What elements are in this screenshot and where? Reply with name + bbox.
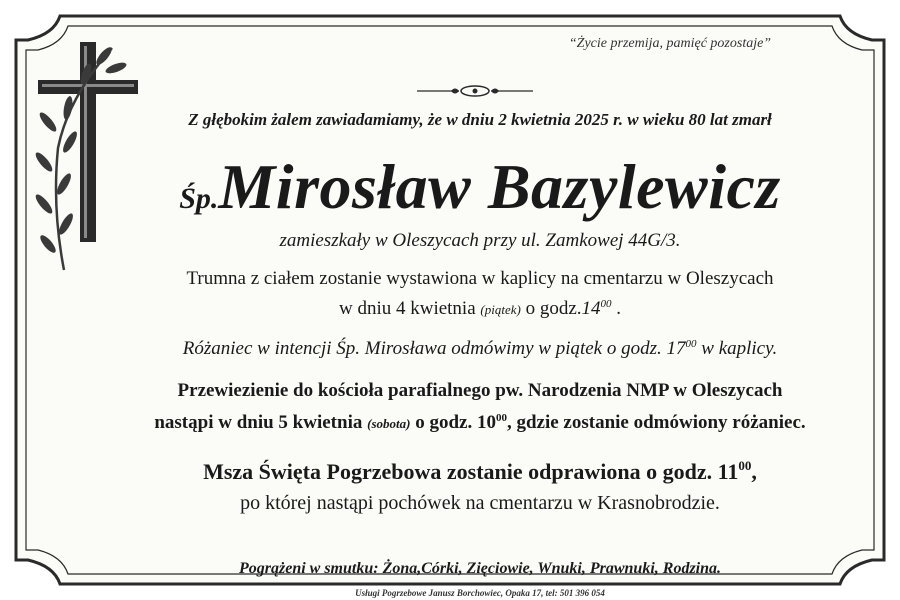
ornament-divider-icon	[415, 84, 535, 98]
transfer-line-1: Przewiezienie do kościoła parafialnego pw. Narodzenia NMP w Oleszycach	[177, 380, 783, 401]
mass-comma: ,	[751, 459, 757, 484]
mass-hour: 11	[717, 459, 739, 484]
viewing-date: w dniu 4 kwietnia	[338, 298, 481, 319]
viewing-line-1: Trumna z ciałem zostanie wystawiona w kaplicy na cmentarzu w Oleszycach	[186, 268, 774, 289]
viewing-minutes: 00	[600, 298, 612, 310]
rosary-place: w kaplicy.	[696, 338, 778, 359]
deceased-name-row	[60, 150, 900, 224]
viewing-hour: 14	[581, 298, 601, 319]
transfer-rest: , gdzie zostanie odmówiony różaniec.	[506, 412, 806, 433]
viewing-time-label: o godz.	[520, 298, 582, 319]
viewing-line-2	[60, 298, 900, 320]
deceased-name: Mirosław Bazylewicz	[218, 151, 781, 222]
mass-text: Msza Święta Pogrzebowa zostanie odprawiona o godz.	[203, 459, 718, 484]
viewing-day: (piątek)	[480, 302, 521, 317]
mass-line-2: po której nastąpi pochówek na cmentarzu w Krasnobrodzie.	[240, 492, 720, 514]
rosary-text: Różaniec w intencji Śp. Mirosława odmówimy w piątek o godz.	[182, 338, 667, 359]
motto: “Życie przemija, pamięć pozostaje”	[568, 36, 772, 51]
rosary-line	[60, 338, 900, 360]
mourners-line: Pogrążeni w smutku: Żona,Córki, Zięciowie, Wnuki, Prawnuki, Rodzina.	[238, 560, 722, 577]
rosary-hour: 17	[666, 338, 686, 359]
transfer-time-label: o godz.	[410, 412, 477, 433]
transfer-day: (sobota)	[367, 416, 411, 431]
transfer-hour: 10	[476, 412, 496, 433]
funeral-home-footer: Usługi Pogrzebowe Janusz Borchowiec, Opaka 17, tel: 501 396 054	[355, 588, 605, 598]
viewing-end: .	[611, 298, 622, 319]
mass-line-1	[60, 458, 900, 485]
transfer-line-2	[60, 412, 900, 434]
address-line: zamieszkały w Oleszycach przy ul. Zamkowej 44G/3.	[279, 230, 681, 251]
mass-minutes: 00	[738, 458, 752, 473]
name-prefix: Śp.	[179, 182, 219, 215]
rosary-minutes: 00	[685, 338, 697, 350]
transfer-date: nastąpi w dniu 5 kwietnia	[154, 412, 368, 433]
intro-text: Z głębokim żalem zawiadamiamy, że w dniu 2 kwietnia 2025 r. w wieku 80 lat zmarł	[188, 110, 772, 129]
transfer-minutes: 00	[495, 412, 507, 424]
